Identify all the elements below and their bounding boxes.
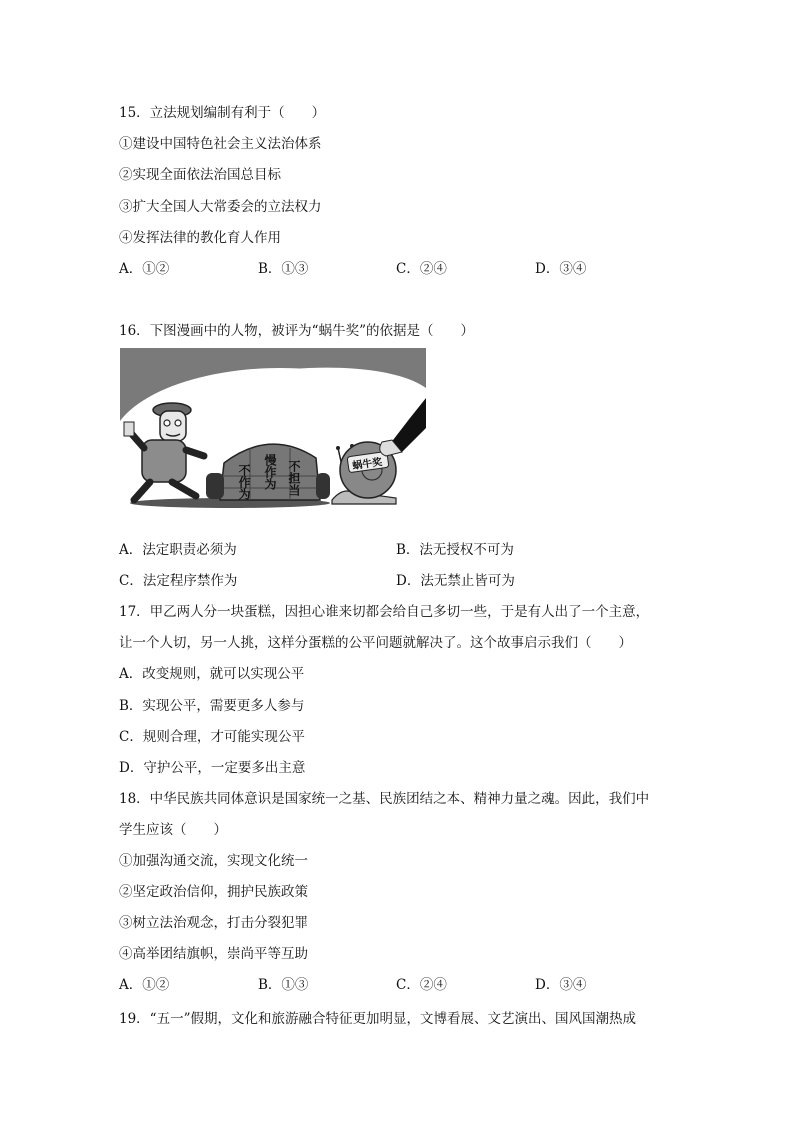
q17-stem-line-2: 让一个人切，另一人挑，这样分蛋糕的公平问题就解决了。这个故事启示我们（ ） — [119, 635, 632, 651]
shell-text-2: 慢作为 — [263, 454, 277, 490]
q16-option-a: A．法定职责必须为 — [119, 542, 237, 558]
q15-option-a: A．①② — [119, 261, 170, 277]
q15-item-2: ②实现全面依法治国总目标 — [119, 167, 281, 183]
q18-item-2: ②坚定政治信仰，拥护民族政策 — [119, 884, 308, 900]
q17-option-c: C．规则合理，才可能实现公平 — [119, 729, 305, 745]
q18-option-c: C．②④ — [396, 977, 447, 993]
shell-text-1: 不作为 — [237, 464, 251, 500]
q15-stem: 15．立法规划编制有利于（ ） — [119, 105, 326, 121]
shell-text-3: 不担当 — [287, 460, 301, 496]
q18-stem-line-1: 18．中华民族共同体意识是国家统一之基、民族团结之本、精神力量之魂。因此，我们中 — [119, 791, 650, 807]
q16-option-d: D．法无禁止皆可为 — [396, 573, 515, 589]
q18-options — [119, 976, 679, 994]
q18-item-1: ①加强沟通交流，实现文化统一 — [119, 853, 308, 869]
q18-option-a: A．①② — [119, 977, 170, 993]
q18-stem-line-2: 学生应该（ ） — [119, 822, 227, 838]
cartoon-illustration — [120, 348, 426, 510]
q18-option-d: D．③④ — [535, 977, 587, 993]
q19-stem-line-1: 19．“五一”假期，文化和旅游融合特征更加明显，文博看展、文艺演出、国风国潮热成 — [119, 1011, 636, 1027]
q15-item-1: ①建设中国特色社会主义法治体系 — [119, 136, 322, 152]
q15-option-d: D．③④ — [535, 261, 587, 277]
q18-item-3: ③树立法治观念，打击分裂犯罪 — [119, 915, 308, 931]
snail-award-label: 蜗牛奖 — [351, 457, 383, 473]
snail-award-cartoon — [120, 348, 426, 510]
q15-item-4: ④发挥法律的教化育人作用 — [119, 230, 281, 246]
q16-options-row2 — [119, 572, 679, 590]
q16-option-b: B．法无授权不可为 — [396, 542, 514, 558]
q15-options — [119, 260, 679, 278]
q17-option-b: B．实现公平，需要更多人参与 — [119, 698, 305, 714]
q15-item-3: ③扩大全国人大常委会的立法权力 — [119, 199, 322, 215]
q18-item-4: ④高举团结旗帜，崇尚平等互助 — [119, 946, 308, 962]
q15-option-b: B．①③ — [258, 261, 309, 277]
q16-options-row1 — [119, 541, 679, 559]
q17-option-a: A．改变规则，就可以实现公平 — [119, 666, 305, 682]
q17-stem-line-1: 17．甲乙两人分一块蛋糕，因担心谁来切都会给自己多切一些，于是有人出了一个主意， — [119, 604, 650, 620]
q18-option-b: B．①③ — [258, 977, 309, 993]
q16-stem: 16．下图漫画中的人物，被评为“蜗牛奖”的依据是（ ） — [119, 323, 474, 339]
q17-option-d: D．守护公平，一定要多出主意 — [119, 760, 306, 776]
q15-option-c: C．②④ — [396, 261, 447, 277]
q16-option-c: C．法定程序禁作为 — [119, 573, 238, 589]
